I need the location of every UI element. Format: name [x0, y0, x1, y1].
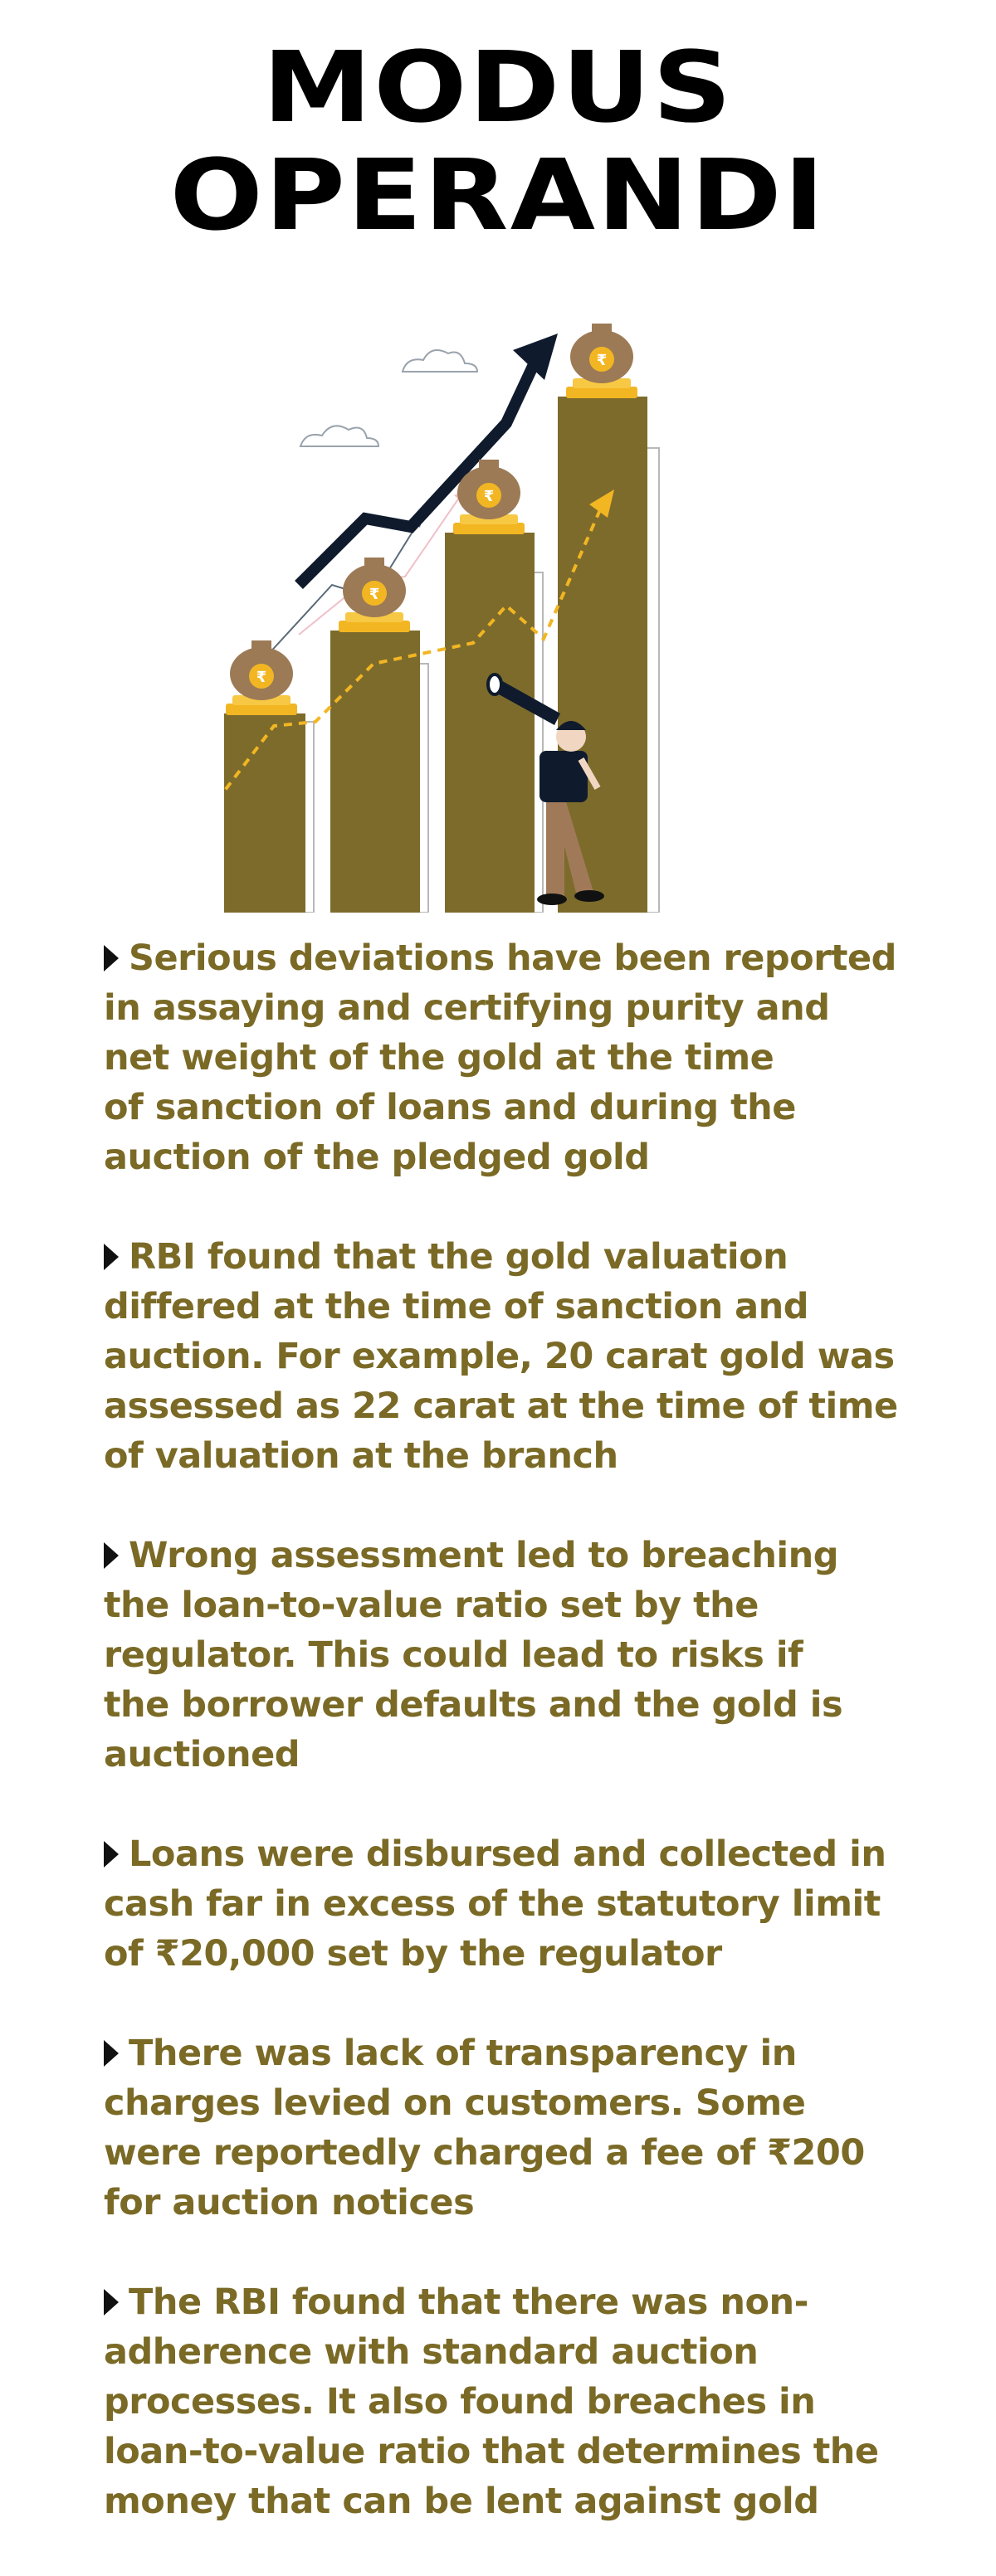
bullet-arrow-icon — [104, 1244, 119, 1270]
list-item-line — [104, 2327, 934, 2377]
page-title — [0, 30, 996, 252]
list-item — [104, 2028, 934, 2228]
list-item-line — [104, 1531, 934, 1580]
svg-text:₹: ₹ — [256, 669, 267, 686]
list-item-text: net weight of the gold at the time — [104, 1037, 774, 1079]
svg-text:₹: ₹ — [596, 352, 608, 369]
list-item-text: in assaying and certifying purity and — [104, 987, 830, 1029]
title-line-1: MODUS — [262, 30, 734, 144]
list-item-text: of valuation at the branch — [104, 1435, 618, 1477]
list-item — [104, 933, 934, 1182]
list-item-line — [104, 1083, 934, 1132]
illustration-svg — [224, 299, 739, 913]
list-item-text: money that can be lent against gold — [104, 2481, 819, 2522]
list-item-text: of sanction of loans and during the — [104, 1087, 796, 1128]
list-item-line — [104, 2427, 934, 2476]
list-item-line — [104, 1879, 934, 1929]
list-item-line — [104, 1232, 934, 1282]
list-item-text: Loans were disbursed and collected in — [129, 1833, 886, 1875]
list-item-text: loan-to-value ratio that determines the — [104, 2431, 879, 2472]
list-item — [104, 1829, 934, 1979]
key-points-list — [104, 933, 934, 2576]
list-item-line — [104, 2128, 934, 2178]
list-item-text: of ₹20,000 set by the regulator — [104, 1933, 722, 1975]
list-item-text: auction of the pledged gold — [104, 1137, 650, 1178]
list-item-line — [104, 933, 934, 983]
list-item-line — [104, 2028, 934, 2078]
list-item-line — [104, 1431, 934, 1481]
list-item-line — [104, 1332, 934, 1381]
list-item-line — [104, 983, 934, 1033]
bullet-arrow-icon — [104, 2040, 119, 2067]
list-item-text: auctioned — [104, 1734, 300, 1775]
cloud-icon — [300, 426, 378, 446]
list-item-text: The RBI found that there was non- — [129, 2281, 808, 2323]
list-item-text: processes. It also found breaches in — [104, 2381, 816, 2423]
list-item-line — [104, 1580, 934, 1630]
list-item-text: the borrower defaults and the gold is — [104, 1684, 843, 1726]
list-item-text: cash far in excess of the statutory limit — [104, 1883, 881, 1925]
bar-1 — [224, 713, 314, 913]
list-item-line — [104, 1033, 934, 1083]
bullet-arrow-icon — [104, 1841, 119, 1867]
list-item-line — [104, 1282, 934, 1332]
list-item-text: charges levied on customers. Some — [104, 2082, 806, 2124]
list-item-text: Serious deviations have been reported — [129, 937, 896, 979]
svg-text:₹: ₹ — [369, 586, 380, 603]
list-item — [104, 1531, 934, 1780]
svg-text:₹: ₹ — [483, 488, 495, 505]
bullet-arrow-icon — [104, 945, 119, 971]
bar-3 — [445, 533, 543, 913]
list-item-text: the loan-to-value ratio set by the — [104, 1585, 759, 1626]
bar-2 — [330, 631, 428, 913]
list-item-line — [104, 2377, 934, 2427]
bullet-arrow-icon — [104, 1542, 119, 1569]
list-item-text: adherence with standard auction — [104, 2331, 759, 2373]
gold-loan-growth-illustration — [224, 299, 739, 913]
cloud-icon — [403, 350, 477, 372]
list-item-line — [104, 2178, 934, 2228]
list-item-line — [104, 1929, 934, 1979]
list-item-text: regulator. This could lead to risks if — [104, 1634, 803, 1676]
list-item-text: auction. For example, 20 carat gold was — [104, 1336, 895, 1377]
list-item-line — [104, 1730, 934, 1780]
list-item-text: for auction notices — [104, 2182, 475, 2223]
list-item-text: There was lack of transparency in — [129, 2033, 797, 2074]
list-item-text: were reportedly charged a fee of ₹200 — [104, 2132, 865, 2174]
list-item-line — [104, 1680, 934, 1730]
list-item — [104, 1232, 934, 1481]
list-item-line — [104, 1630, 934, 1680]
list-item-text: differed at the time of sanction and — [104, 1286, 809, 1327]
list-item-text: RBI found that the gold valuation — [129, 1236, 788, 1278]
list-item-text: Wrong assessment led to breaching — [129, 1535, 839, 1576]
list-item-line — [104, 1132, 934, 1182]
list-item — [104, 2277, 934, 2526]
money-bag-icon — [566, 324, 637, 398]
money-bag-icon — [226, 640, 297, 715]
list-item-line — [104, 1829, 934, 1879]
list-item-line — [104, 2078, 934, 2128]
money-bag-icon — [339, 558, 410, 632]
list-item-text: assessed as 22 carat at the time of time — [104, 1385, 898, 1427]
list-item-line — [104, 2476, 934, 2526]
title-line-2: OPERANDI — [169, 138, 827, 252]
bullet-arrow-icon — [104, 2289, 119, 2315]
list-item-line — [104, 1381, 934, 1431]
list-item-line — [104, 2277, 934, 2327]
